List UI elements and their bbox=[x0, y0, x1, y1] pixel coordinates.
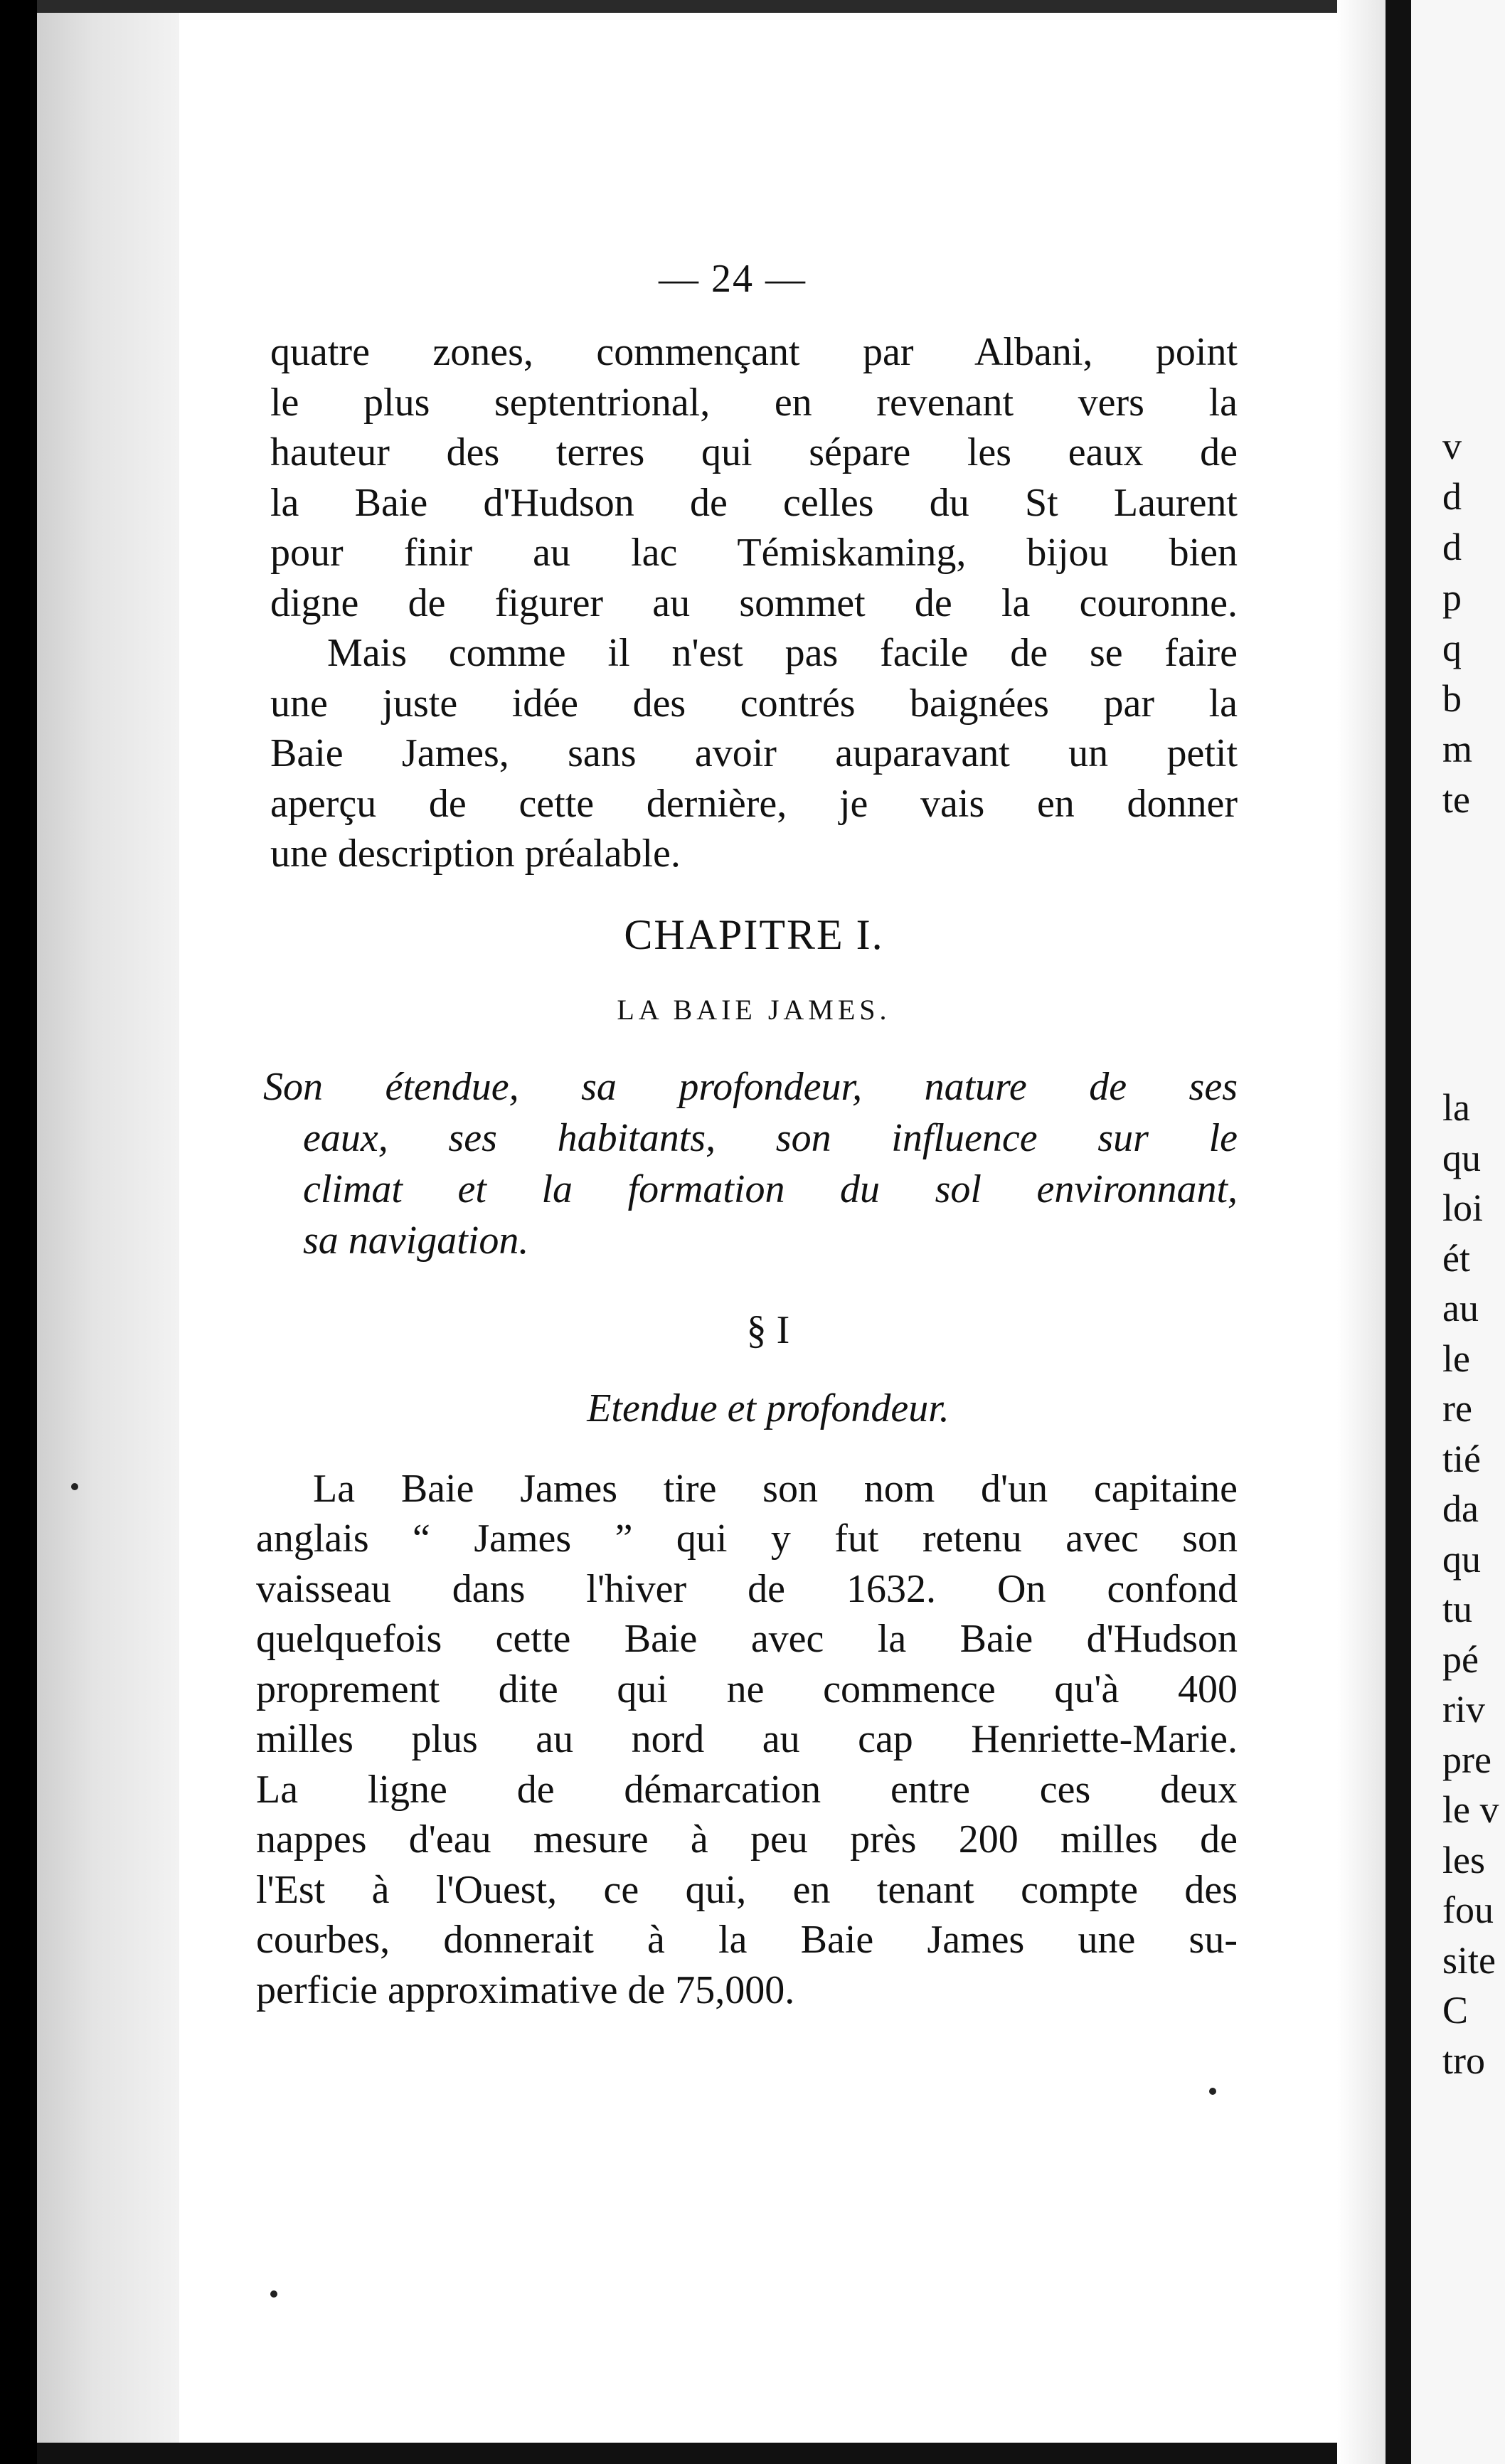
scan-speck bbox=[71, 1483, 78, 1490]
text-line: quelquefois cette Baie avec la Baie d'Hudson bbox=[256, 1617, 1238, 1661]
text-line: Baie James, sans avoir auparavant un petit bbox=[270, 731, 1238, 775]
text-line: pour finir au lac Témiskaming, bijou bien bbox=[270, 531, 1238, 575]
facing-page-text-fragment: tro bbox=[1442, 2039, 1485, 2082]
facing-page-text-fragment: m bbox=[1442, 728, 1473, 770]
chapter-subtitle: LA BAIE JAMES. bbox=[617, 993, 891, 1026]
facing-page-text-fragment: au bbox=[1442, 1287, 1479, 1329]
facing-page-text-fragment: tu bbox=[1442, 1588, 1473, 1630]
text-line: La ligne de démarcation entre ces deux bbox=[256, 1767, 1238, 1812]
facing-page-text-fragment: site bbox=[1442, 1938, 1496, 1982]
facing-page-text-fragment: p bbox=[1442, 576, 1462, 619]
facing-page-text-fragment: les bbox=[1442, 1838, 1485, 1881]
text-line: anglais “ James ” qui y fut retenu avec son bbox=[256, 1517, 1238, 1561]
summary-line: climat et la formation du sol environnant, bbox=[303, 1167, 1238, 1211]
text-line: courbes, donnerait à la Baie James une su- bbox=[256, 1918, 1238, 1962]
text-line: perficie approximative de 75,000. bbox=[256, 1968, 795, 2012]
facing-page-text-fragment: loi bbox=[1442, 1186, 1484, 1229]
text-line: La Baie James tire son nom d'un capitaine bbox=[313, 1466, 1238, 1511]
facing-page-text-fragment: le v bbox=[1442, 1788, 1499, 1831]
facing-page-text-fragment: b bbox=[1442, 677, 1462, 720]
scan-border-top bbox=[37, 0, 1388, 13]
scan-margin-shadow bbox=[37, 0, 179, 2464]
facing-page-text-fragment: re bbox=[1442, 1387, 1472, 1430]
text-line: une description préalable. bbox=[270, 832, 681, 876]
facing-page-text-fragment: le bbox=[1442, 1337, 1470, 1380]
facing-page-text-fragment: d bbox=[1442, 526, 1462, 568]
facing-page-text-fragment: fou bbox=[1442, 1889, 1494, 1931]
text-line: le plus septentrional, en revenant vers la bbox=[270, 380, 1238, 425]
text-line: hauteur des terres qui sépare les eaux de bbox=[270, 430, 1238, 474]
text-line: nappes d'eau mesure à peu près 200 milles de bbox=[256, 1817, 1238, 1862]
facing-page-text-fragment: ét bbox=[1442, 1236, 1470, 1280]
facing-page-text-fragment: C bbox=[1442, 1989, 1469, 2032]
body-paragraph bbox=[256, 1464, 1238, 2016]
text-line: Mais comme il n'est pas facile de se faire bbox=[327, 631, 1238, 675]
chapter-summary bbox=[263, 1061, 1238, 1266]
text-line: proprement dite qui ne commence qu'à 400 bbox=[256, 1667, 1238, 1711]
book-page bbox=[256, 256, 1238, 2015]
book-gutter bbox=[1386, 0, 1411, 2464]
text-line: l'Est à l'Ouest, ce qui, en tenant compte des bbox=[256, 1867, 1238, 1912]
summary-line: Son étendue, sa profondeur, nature de ses bbox=[263, 1064, 1238, 1109]
facing-page-text-fragment: v bbox=[1442, 425, 1462, 467]
scan-border-left bbox=[0, 0, 37, 2464]
text-line: milles plus au nord au cap Henriette-Marie. bbox=[256, 1717, 1238, 1761]
text-line: quatre zones, commençant par Albani, point bbox=[270, 330, 1238, 374]
intro-paragraph bbox=[270, 327, 1238, 628]
facing-page-text-fragment: riv bbox=[1442, 1688, 1485, 1731]
facing-page-text-fragment: qu bbox=[1442, 1136, 1481, 1179]
facing-page-text-fragment: pre bbox=[1442, 1738, 1491, 1781]
page-number: — 24 — bbox=[659, 257, 807, 301]
facing-page-text-fragment: pé bbox=[1442, 1637, 1479, 1681]
text-line: vaisseau dans l'hiver de 1632. On confond bbox=[256, 1566, 1238, 1611]
text-line: aperçu de cette dernière, je vais en donner bbox=[270, 781, 1238, 826]
scan-speck bbox=[1209, 2088, 1216, 2095]
scan-border-bottom bbox=[37, 2443, 1388, 2464]
chapter-title: CHAPITRE I. bbox=[624, 910, 884, 958]
facing-page-text-fragment: da bbox=[1442, 1487, 1479, 1530]
facing-page-text-fragment: tié bbox=[1442, 1437, 1481, 1480]
facing-page-fragment bbox=[1411, 0, 1505, 2464]
facing-page-text-fragment: qu bbox=[1442, 1537, 1481, 1581]
section-title: Etendue et profondeur. bbox=[587, 1386, 950, 1430]
section-mark: § I bbox=[746, 1307, 790, 1352]
facing-page-text-fragment: q bbox=[1442, 627, 1462, 669]
text-line: la Baie d'Hudson de celles du St Laurent bbox=[270, 480, 1238, 525]
facing-page-text-fragment: la bbox=[1442, 1086, 1470, 1129]
facing-page-text-fragment: d bbox=[1442, 475, 1462, 518]
text-line: une juste idée des contrés baignées par la bbox=[270, 681, 1238, 726]
scan-speck bbox=[270, 2290, 277, 2298]
facing-page-text-fragment: te bbox=[1442, 778, 1470, 821]
summary-line: sa navigation. bbox=[303, 1218, 529, 1263]
text-line: digne de figurer au sommet de la couronne. bbox=[270, 580, 1238, 625]
summary-line: eaux, ses habitants, son influence sur le bbox=[303, 1115, 1238, 1160]
second-paragraph bbox=[270, 628, 1238, 879]
gutter-shadow bbox=[1337, 0, 1386, 2464]
